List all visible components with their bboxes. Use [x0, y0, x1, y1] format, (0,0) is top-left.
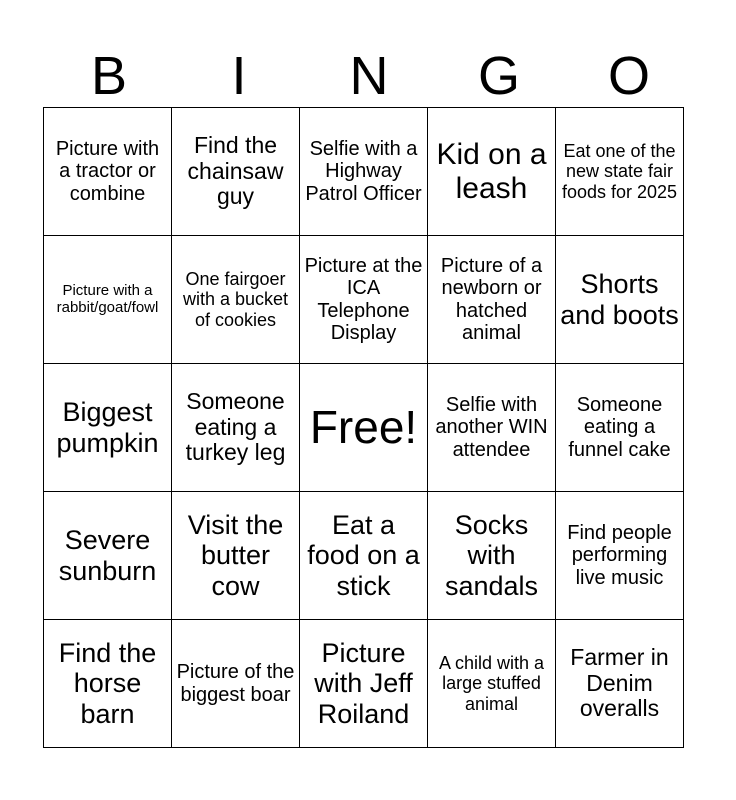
bingo-cell[interactable]: Find people performing live music: [556, 492, 684, 620]
bingo-cell[interactable]: Farmer in Denim overalls: [556, 620, 684, 748]
bingo-cell[interactable]: Find the horse barn: [44, 620, 172, 748]
bingo-cell[interactable]: One fairgoer with a bucket of cookies: [172, 236, 300, 364]
board-row: [44, 364, 684, 492]
bingo-header: [44, 44, 694, 108]
bingo-cell[interactable]: Eat a food on a stick: [300, 492, 428, 620]
bingo-cell[interactable]: Picture with a rabbit/goat/fowl: [44, 236, 172, 364]
bingo-cell[interactable]: Someone eating a funnel cake: [556, 364, 684, 492]
bingo-cell[interactable]: Biggest pumpkin: [44, 364, 172, 492]
bingo-cell[interactable]: Picture with a tractor or combine: [44, 108, 172, 236]
header-letter-g: G: [477, 46, 520, 106]
bingo-cell[interactable]: Shorts and boots: [556, 236, 684, 364]
bingo-cell[interactable]: Someone eating a turkey leg: [172, 364, 300, 492]
bingo-cell[interactable]: Visit the butter cow: [172, 492, 300, 620]
bingo-cell[interactable]: Picture with Jeff Roiland: [300, 620, 428, 748]
bingo-cell[interactable]: Kid on a leash: [428, 108, 556, 236]
bingo-board: [43, 107, 684, 748]
header-letter-b: B: [90, 46, 128, 106]
bingo-cell[interactable]: A child with a large stuffed animal: [428, 620, 556, 748]
bingo-cell[interactable]: Selfie with a Highway Patrol Officer: [300, 108, 428, 236]
header-letter-n: N: [349, 46, 389, 106]
bingo-cell[interactable]: Severe sunburn: [44, 492, 172, 620]
free-space[interactable]: Free!: [300, 364, 428, 492]
board-row: [44, 236, 684, 364]
bingo-cell[interactable]: Socks with sandals: [428, 492, 556, 620]
bingo-cell[interactable]: Picture of a newborn or hatched animal: [428, 236, 556, 364]
bingo-cell[interactable]: Find the chainsaw guy: [172, 108, 300, 236]
header-letter-o: O: [607, 46, 650, 106]
board-row: [44, 492, 684, 620]
bingo-cell[interactable]: Selfie with another WIN attendee: [428, 364, 556, 492]
board-row: [44, 108, 684, 236]
bingo-cell[interactable]: Eat one of the new state fair foods for 2025: [556, 108, 684, 236]
header-letter-i: I: [231, 46, 247, 106]
board-row: [44, 620, 684, 748]
bingo-cell[interactable]: Picture at the ICA Telephone Display: [300, 236, 428, 364]
bingo-cell[interactable]: Picture of the biggest boar: [172, 620, 300, 748]
